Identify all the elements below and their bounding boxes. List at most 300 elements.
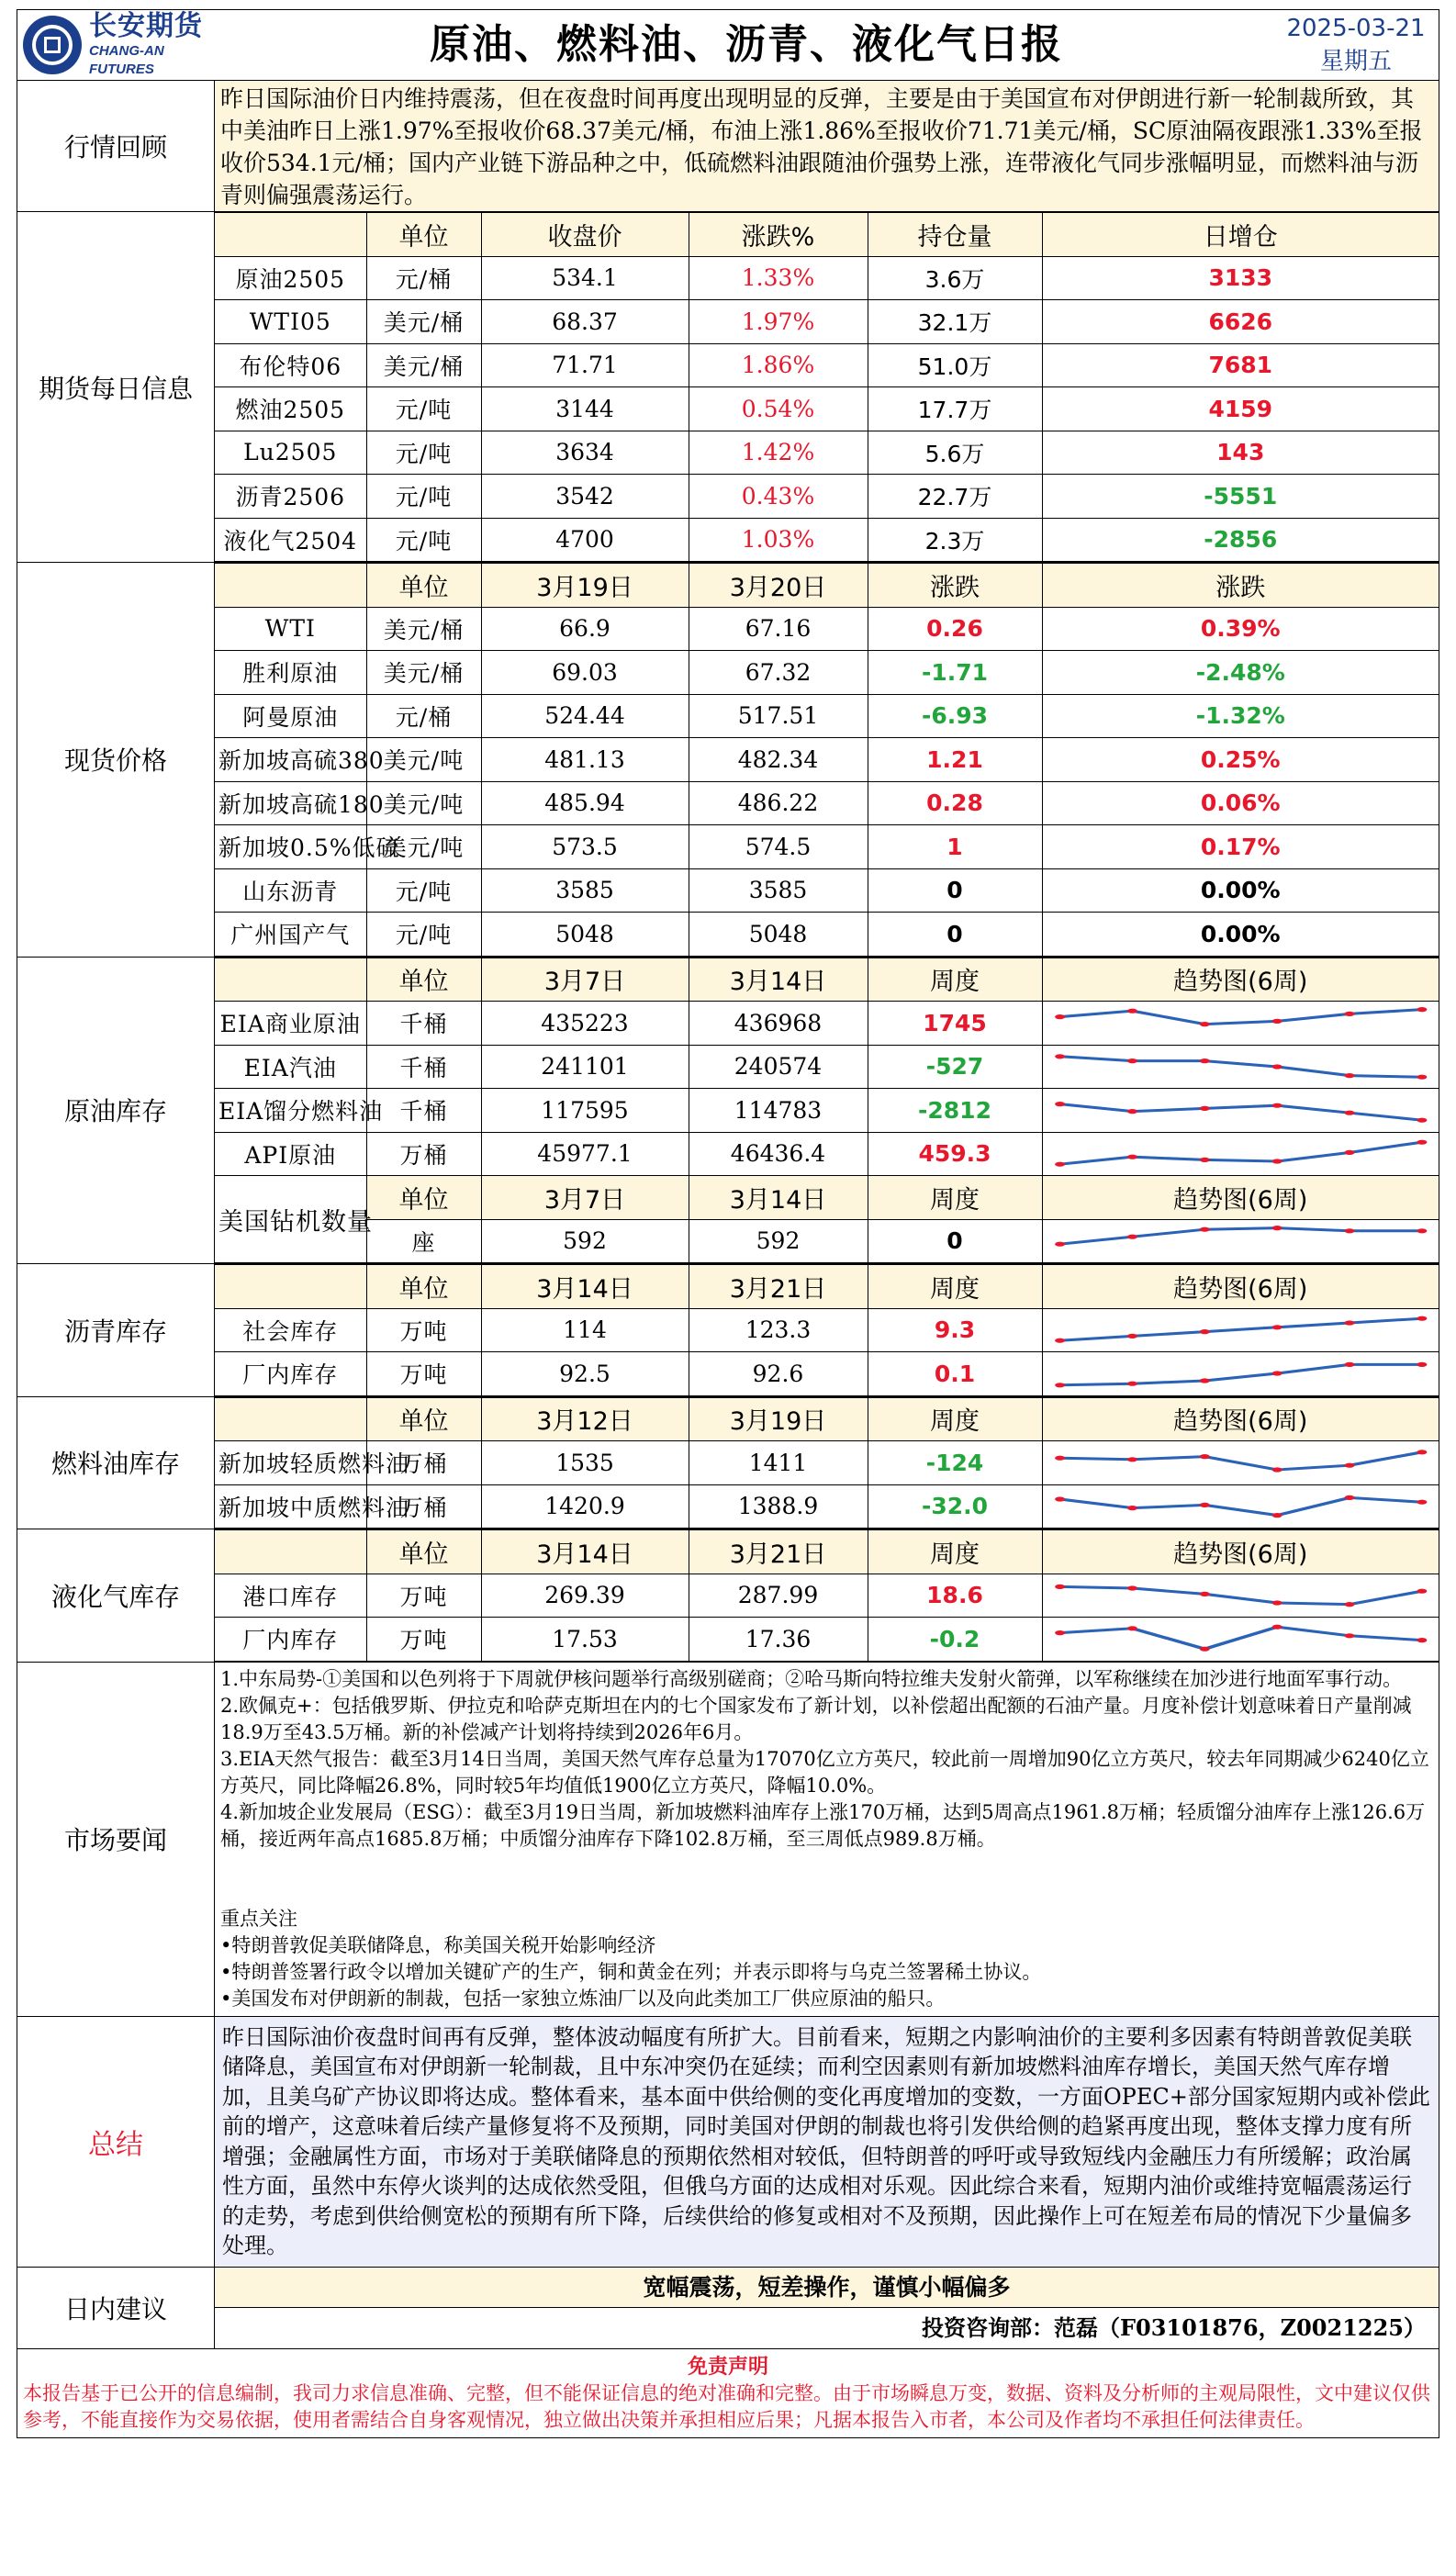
table-row: [215, 1045, 1439, 1089]
weekly-change: -2812: [868, 1089, 1042, 1133]
table-row: [215, 300, 1439, 344]
trend-point: [1344, 1602, 1354, 1607]
advice-section: [17, 2268, 1439, 2349]
price-change: -1.71: [868, 651, 1042, 695]
column-header: 3月12日: [481, 1397, 689, 1441]
column-header: 日增仓: [1042, 213, 1439, 257]
header-blank: [215, 958, 366, 1002]
trend-point: [1344, 1463, 1354, 1468]
trend-chart: [1042, 1045, 1439, 1089]
trend-point: [1055, 1496, 1065, 1501]
table-row: [215, 343, 1439, 387]
unit: 元/吨: [366, 387, 481, 431]
trend-point: [1199, 1022, 1209, 1026]
spot-section: [17, 563, 1439, 958]
trend-point: [1055, 1585, 1065, 1589]
trend-line: [1059, 1010, 1421, 1025]
futures-table: [215, 212, 1439, 562]
unit: 元/吨: [366, 518, 481, 562]
trend-point: [1055, 1014, 1065, 1019]
trend-chart: [1042, 1484, 1439, 1529]
crude-stock-label: 原油库存: [17, 958, 215, 1264]
table-row: [215, 1441, 1439, 1485]
trend-point: [1199, 1106, 1209, 1111]
unit: 元/桶: [366, 256, 481, 300]
trend-point: [1417, 1362, 1427, 1367]
unit: 万桶: [366, 1132, 481, 1176]
inventory-prev: 269.39: [481, 1574, 689, 1618]
inventory-name: 新加坡轻质燃料油: [215, 1441, 366, 1485]
table-row: [215, 1219, 1439, 1263]
inventory-curr: 92.6: [689, 1352, 868, 1396]
fuel-stock-section: [17, 1397, 1439, 1530]
rig-count-name: 美国钻机数量: [215, 1176, 366, 1263]
price-change-pct: 0.17%: [1042, 825, 1439, 869]
trend-point: [1417, 1499, 1427, 1504]
unit: 美元/桶: [366, 343, 481, 387]
table-row: [215, 1132, 1439, 1176]
news-section: [17, 1663, 1439, 2017]
news-label: 市场要闻: [17, 1663, 215, 2016]
unit: 万桶: [366, 1441, 481, 1485]
spot-name: 广州国产气: [215, 913, 366, 957]
table-row: [215, 1574, 1439, 1618]
price-change: 0.28: [868, 781, 1042, 825]
unit: 万吨: [366, 1352, 481, 1396]
trend-point: [1417, 1007, 1427, 1012]
trend-chart: [1042, 1618, 1439, 1662]
market-review-label: 行情回顾: [17, 81, 215, 211]
table-header-row: [215, 564, 1439, 608]
weekly-change: 18.6: [868, 1574, 1042, 1618]
trend-point: [1199, 1058, 1209, 1063]
column-header: 3月14日: [481, 1530, 689, 1574]
weekly-change: 1745: [868, 1002, 1042, 1046]
weekly-change: -527: [868, 1045, 1042, 1089]
price-change: -6.93: [868, 694, 1042, 738]
header-blank: [215, 1530, 366, 1574]
trend-point: [1271, 1103, 1282, 1108]
trend-point: [1344, 1633, 1354, 1638]
trend-sparkline: [1048, 1444, 1434, 1481]
close-price: 534.1: [481, 256, 689, 300]
crude-stock-section: [17, 958, 1439, 1265]
trend-line: [1059, 1365, 1421, 1385]
lpg-stock-section: [17, 1529, 1439, 1663]
column-header: 周度: [868, 1265, 1042, 1309]
trend-sparkline: [1048, 1488, 1434, 1525]
inventory-curr: 1411: [689, 1441, 868, 1485]
unit: 千桶: [366, 1002, 481, 1046]
trend-point: [1055, 1456, 1065, 1461]
inventory-curr: 240574: [689, 1045, 868, 1089]
trend-point: [1344, 1073, 1354, 1078]
unit: 美元/吨: [366, 738, 481, 782]
news-item: 4.新加坡企业发展局（ESG）：截至3月19日当周，新加坡燃料油库存上涨170万桶，达到5周高点1961.8万桶；轻质馏分油库存上涨126.6万桶，接近两年高点1685.8万桶；中质馏分油库存下降102.8万桶，至三周低点989.8万桶。: [220, 1800, 1426, 1850]
unit: 万吨: [366, 1574, 481, 1618]
contract-name: 原油2505: [215, 256, 366, 300]
column-header: 单位: [366, 564, 481, 608]
table-row: [215, 913, 1439, 957]
unit: 万桶: [366, 1484, 481, 1529]
inventory-name: 厂内库存: [215, 1352, 366, 1396]
fuel-stock-label: 燃料油库存: [17, 1397, 215, 1529]
column-header: 趋势图(6周): [1042, 1530, 1439, 1574]
column-header: 涨跌: [868, 564, 1042, 608]
oi-change: 3133: [1042, 256, 1439, 300]
report-title: 原油、燃料油、沥青、液化气日报: [430, 21, 1063, 68]
trend-point: [1271, 1159, 1282, 1163]
trend-point: [1126, 1154, 1137, 1159]
trend-point: [1199, 1503, 1209, 1507]
focus-item: •特朗普敦促美联储降息，称美国关税开始影响经济: [220, 1933, 656, 1956]
trend-point: [1417, 1316, 1427, 1320]
spot-label: 现货价格: [17, 563, 215, 957]
trend-sparkline: [1048, 1577, 1434, 1614]
summary-text: 昨日国际油价夜盘时间再有反弹，整体波动幅度有所扩大。目前看来，短期之内影响油价的主要利多因素有特朗普敦促美联储降息，美国宣布对伊朗新一轮制裁，且中东冲突仍在延续；而利空因素则有新加坡燃料油库存增长，美国天然气库存增加，且美乌矿产协议即将达成。整体看来，基本面中供给侧的变化再度增加的变数，一方面OPEC+部分国家短期内或补偿此前的增产，这意味着后续产量修复将不及预期，同时美国对伊朗的制裁也将引发供给侧的趋紧再度出现，整体支撑力度有所增强；金融属性方面，市场对于美联储降息的预期依然相对较低，但特朗普的呼吁或导致短线内金融压力有所缓解；政治属性方面，虽然中东停火谈判的达成依然受阻，但俄乌方面的达成相对乐观。因此综合来看，短期内油价或维持宽幅震荡运行的走势，考虑到供给侧宽松的预期有所下降，后续供给的修复或相对不及预期，因此操作上可在短差布局的情况下少量偏多处理。: [215, 2017, 1439, 2267]
trend-point: [1271, 1468, 1282, 1473]
trend-point: [1055, 1054, 1065, 1058]
column-header: 涨跌%: [689, 213, 868, 257]
report-date-box: [1273, 10, 1439, 80]
oi-change: -2856: [1042, 518, 1439, 562]
company-name-en: CHANG-AN FUTURES: [89, 43, 164, 77]
weekly-change: 459.3: [868, 1132, 1042, 1176]
trend-point: [1199, 1158, 1209, 1162]
lpg-stock-label: 液化气库存: [17, 1529, 215, 1662]
inventory-name: EIA商业原油: [215, 1002, 366, 1046]
column-header: 3月14日: [689, 958, 868, 1002]
focus-title: 重点关注: [220, 1907, 297, 1930]
unit: 万吨: [366, 1618, 481, 1662]
unit: 美元/桶: [366, 651, 481, 695]
table-row: [215, 256, 1439, 300]
header-blank: [215, 1265, 366, 1309]
table-header-row: [215, 1530, 1439, 1574]
unit: 千桶: [366, 1089, 481, 1133]
inventory-curr: 436968: [689, 1002, 868, 1046]
trend-point: [1271, 1325, 1282, 1329]
column-header: 3月7日: [481, 958, 689, 1002]
analyst-info: 投资咨询部：范磊（F03101876，Z0021225）: [921, 2313, 1426, 2341]
price-day1: 3585: [481, 868, 689, 913]
trend-point: [1199, 1379, 1209, 1383]
advice-text: 宽幅震荡，短差操作，谨慎小幅偏多: [215, 2268, 1439, 2308]
trend-point: [1126, 1334, 1137, 1338]
change-pct: 1.42%: [689, 431, 868, 475]
trend-point: [1199, 1647, 1209, 1652]
news-item: 1.中东局势-①美国和以色列将于下周就伊核问题举行高级别磋商；②哈马斯向特拉维夫发射火箭弹，以军称继续在加沙进行地面军事行动。: [220, 1667, 1403, 1690]
column-header: 3月19日: [689, 1397, 868, 1441]
price-day2: 482.34: [689, 738, 868, 782]
table-header-row: [215, 213, 1439, 257]
inventory-name: 港口库存: [215, 1574, 366, 1618]
change-pct: 1.03%: [689, 518, 868, 562]
unit: 元/吨: [366, 475, 481, 519]
close-price: 68.37: [481, 300, 689, 344]
unit: 元/吨: [366, 913, 481, 957]
price-day2: 486.22: [689, 781, 868, 825]
column-header: 3月14日: [481, 1265, 689, 1309]
unit: 元/吨: [366, 868, 481, 913]
trend-point: [1271, 1600, 1282, 1605]
trend-line: [1059, 1057, 1421, 1077]
table-header-row: [215, 1265, 1439, 1309]
company-name-cn: 长安期货: [89, 10, 203, 42]
trend-point: [1271, 1019, 1282, 1024]
trend-point: [1344, 1150, 1354, 1155]
trend-point: [1344, 1228, 1354, 1233]
unit: 座: [366, 1219, 481, 1263]
table-row: [215, 1352, 1439, 1396]
futures-section: [17, 212, 1439, 563]
column-header: 周度: [868, 1530, 1042, 1574]
column-header: 周度: [868, 1397, 1042, 1441]
inventory-name: EIA馏分燃料油: [215, 1089, 366, 1133]
price-change: 0.26: [868, 607, 1042, 651]
inventory-prev: 45977.1: [481, 1132, 689, 1176]
oi-change: 7681: [1042, 343, 1439, 387]
trend-point: [1055, 1383, 1065, 1387]
trend-point: [1126, 1109, 1137, 1114]
asphalt-stock-label: 沥青库存: [17, 1264, 215, 1396]
trend-point: [1055, 1161, 1065, 1166]
trend-point: [1417, 1588, 1427, 1593]
trend-point: [1126, 1457, 1137, 1462]
weekly-change: -0.2: [868, 1618, 1042, 1662]
price-day1: 5048: [481, 913, 689, 957]
trend-point: [1126, 1058, 1137, 1063]
inventory-curr: 287.99: [689, 1574, 868, 1618]
trend-point: [1417, 1074, 1427, 1079]
price-change: 0: [868, 868, 1042, 913]
contract-name: 沥青2506: [215, 475, 366, 519]
asphalt-stock-section: [17, 1264, 1439, 1397]
news-item: 3.EIA天然气报告：截至3月14日当周，美国天然气库存总量为17070亿立方英尺，较此前一周增加90亿立方英尺，较去年同期减少6240亿立方英尺，同比降幅26.8%，同时较5年均值低1900亿立方英尺，降幅10.0%。: [220, 1747, 1429, 1797]
report-weekday: 星期五: [1319, 48, 1392, 75]
spot-name: 胜利原油: [215, 651, 366, 695]
trend-point: [1271, 1064, 1282, 1069]
price-day1: 481.13: [481, 738, 689, 782]
price-day1: 524.44: [481, 694, 689, 738]
column-header: 单位: [366, 1176, 481, 1220]
report-page: [17, 9, 1439, 2566]
price-day2: 517.51: [689, 694, 868, 738]
trend-chart: [1042, 1308, 1439, 1352]
change-pct: 1.97%: [689, 300, 868, 344]
inventory-curr: 123.3: [689, 1308, 868, 1352]
trend-point: [1344, 1495, 1354, 1500]
spot-name: 新加坡高硫180: [215, 781, 366, 825]
weekly-change: 9.3: [868, 1308, 1042, 1352]
asphalt-stock-table: [215, 1264, 1439, 1396]
price-change-pct: -2.48%: [1042, 651, 1439, 695]
oi-change: 6626: [1042, 300, 1439, 344]
column-header: 趋势图(6周): [1042, 1265, 1439, 1309]
market-review-section: [17, 81, 1439, 212]
trend-point: [1199, 1226, 1209, 1231]
column-header: 周度: [868, 1176, 1042, 1220]
unit: 美元/吨: [366, 825, 481, 869]
column-header: 单位: [366, 1265, 481, 1309]
table-header-row: [215, 958, 1439, 1002]
trend-chart: [1042, 1574, 1439, 1618]
spot-name: 新加坡0.5%低硫: [215, 825, 366, 869]
column-header: 单位: [366, 213, 481, 257]
price-day1: 66.9: [481, 607, 689, 651]
price-day2: 574.5: [689, 825, 868, 869]
trend-point: [1344, 1111, 1354, 1115]
unit: 美元/桶: [366, 300, 481, 344]
open-interest: 5.6万: [868, 431, 1042, 475]
column-header: 趋势图(6周): [1042, 958, 1439, 1002]
price-change-pct: -1.32%: [1042, 694, 1439, 738]
oi-change: 143: [1042, 431, 1439, 475]
inventory-prev: 17.53: [481, 1618, 689, 1662]
contract-name: Lu2505: [215, 431, 366, 475]
open-interest: 2.3万: [868, 518, 1042, 562]
summary-label: 总结: [17, 2017, 215, 2267]
open-interest: 32.1万: [868, 300, 1042, 344]
trend-point: [1126, 1382, 1137, 1386]
column-header: 3月21日: [689, 1265, 868, 1309]
trend-point: [1344, 1362, 1354, 1367]
trend-line: [1059, 1104, 1421, 1121]
column-header: 周度: [868, 958, 1042, 1002]
close-price: 3634: [481, 431, 689, 475]
inventory-name: API原油: [215, 1132, 366, 1176]
column-header: 单位: [366, 1397, 481, 1441]
open-interest: 51.0万: [868, 343, 1042, 387]
inventory-curr: 46436.4: [689, 1132, 868, 1176]
trend-chart: [1042, 1132, 1439, 1176]
change-pct: 0.54%: [689, 387, 868, 431]
contract-name: 布伦特06: [215, 343, 366, 387]
trend-point: [1055, 1338, 1065, 1342]
trend-point: [1417, 1450, 1427, 1454]
weekly-change: -32.0: [868, 1484, 1042, 1529]
trend-point: [1199, 1592, 1209, 1596]
trend-point: [1417, 1228, 1427, 1233]
crude-stock-table: [215, 958, 1439, 1264]
table-header-row: [215, 1397, 1439, 1441]
trend-point: [1344, 1320, 1354, 1325]
trend-point: [1417, 1638, 1427, 1642]
trend-point: [1126, 1234, 1137, 1238]
inventory-prev: 435223: [481, 1002, 689, 1046]
column-header: 趋势图(6周): [1042, 1176, 1439, 1220]
trend-sparkline: [1048, 1136, 1434, 1172]
contract-name: 燃油2505: [215, 387, 366, 431]
unit: 美元/桶: [366, 607, 481, 651]
trend-sparkline: [1048, 1312, 1434, 1349]
fuel-stock-table: [215, 1397, 1439, 1529]
column-header: 收盘价: [481, 213, 689, 257]
weekly-change: -124: [868, 1441, 1042, 1485]
spot-name: 阿曼原油: [215, 694, 366, 738]
trend-point: [1344, 1012, 1354, 1016]
price-change: 1: [868, 825, 1042, 869]
disclaimer-section: [17, 2349, 1439, 2438]
trend-point: [1199, 1454, 1209, 1459]
trend-point: [1055, 1241, 1065, 1246]
trend-sparkline: [1048, 1620, 1434, 1657]
price-change: 1.21: [868, 738, 1042, 782]
table-row: [215, 387, 1439, 431]
column-header: 单位: [366, 1530, 481, 1574]
report-date: 2025-03-21: [1286, 15, 1426, 42]
trend-point: [1271, 1226, 1282, 1230]
rig-header-row: [215, 1176, 1439, 1220]
open-interest: 3.6万: [868, 256, 1042, 300]
change-pct: 1.33%: [689, 256, 868, 300]
close-price: 3144: [481, 387, 689, 431]
header-blank: [215, 213, 366, 257]
trend-point: [1055, 1630, 1065, 1635]
unit: 美元/吨: [366, 781, 481, 825]
column-header: 趋势图(6周): [1042, 1397, 1439, 1441]
column-header: 3月19日: [481, 564, 689, 608]
table-row: [215, 1618, 1439, 1662]
table-row: [215, 868, 1439, 913]
disclaimer-title: 免责声明: [687, 2354, 768, 2379]
trend-point: [1126, 1585, 1137, 1590]
close-price: 4700: [481, 518, 689, 562]
weekly-change: 0.1: [868, 1352, 1042, 1396]
inventory-curr: 1388.9: [689, 1484, 868, 1529]
table-row: [215, 1089, 1439, 1133]
news-body: [215, 1663, 1439, 2016]
contract-name: WTI05: [215, 300, 366, 344]
column-header: 3月21日: [689, 1530, 868, 1574]
futures-label: 期货每日信息: [17, 212, 215, 562]
trend-line: [1059, 1452, 1421, 1470]
trend-point: [1417, 1139, 1427, 1144]
table-row: [215, 738, 1439, 782]
trend-point: [1126, 1626, 1137, 1630]
inventory-name: 厂内库存: [215, 1618, 366, 1662]
price-change: 0: [868, 913, 1042, 957]
price-change-pct: 0.39%: [1042, 607, 1439, 651]
close-price: 71.71: [481, 343, 689, 387]
trend-point: [1271, 1513, 1282, 1518]
focus-item: •特朗普签署行政令以增加关键矿产的生产，铜和黄金在列；并表示即将与乌克兰签署稀土协议。: [220, 1960, 1042, 1983]
column-header: 涨跌: [1042, 564, 1439, 608]
header-blank: [215, 564, 366, 608]
trend-sparkline: [1048, 1092, 1434, 1128]
unit: 元/桶: [366, 694, 481, 738]
column-header: 3月7日: [481, 1176, 689, 1220]
inventory-name: EIA汽油: [215, 1045, 366, 1089]
contract-name: 液化气2504: [215, 518, 366, 562]
table-row: [215, 475, 1439, 519]
table-row: [215, 431, 1439, 475]
trend-sparkline: [1048, 1004, 1434, 1041]
trend-point: [1126, 1506, 1137, 1510]
inventory-prev: 241101: [481, 1045, 689, 1089]
trend-point: [1271, 1372, 1282, 1376]
inventory-prev: 1535: [481, 1441, 689, 1485]
market-review-text: 昨日国际油价日内维持震荡，但在夜盘时间再度出现明显的反弹，主要是由于美国宣布对伊朗进行新一轮制裁所致，其中美油昨日上涨1.97%至报收价68.37美元/桶，布油上涨1.86%至报收价71.71美元/桶，SC原油隔夜跟涨1.33%至报收价534.1元/桶；国内产业链下游品种之中，低硫燃料油跟随油价强势上涨，连带液化气同步涨幅明显，而燃料油与沥青则偏强震荡运行。: [215, 81, 1439, 211]
trend-sparkline: [1048, 1223, 1434, 1260]
inventory-prev: 114: [481, 1308, 689, 1352]
inventory-prev: 117595: [481, 1089, 689, 1133]
inventory-prev: 1420.9: [481, 1484, 689, 1529]
price-day2: 5048: [689, 913, 868, 957]
trend-chart: [1042, 1219, 1439, 1263]
summary-section: [17, 2017, 1439, 2268]
table-row: [215, 825, 1439, 869]
